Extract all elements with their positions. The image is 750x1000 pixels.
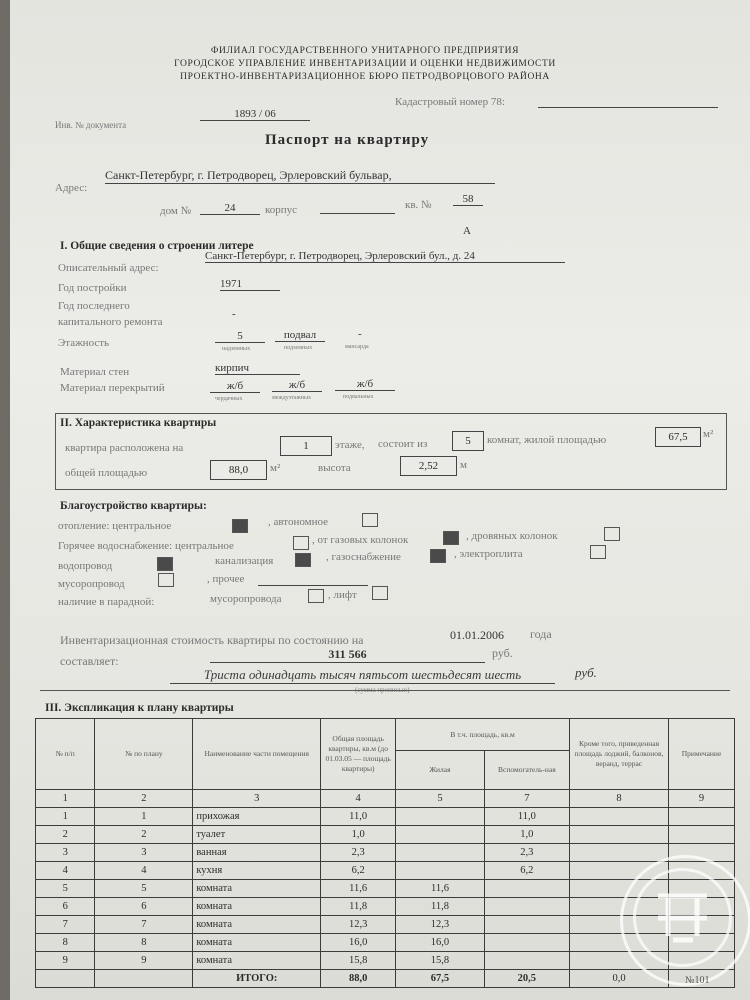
table-cell: 15,8 [396,952,485,970]
doc-number: 1893 / 06 [200,108,310,121]
total-extra: 0,0 [569,970,668,988]
section-divider [40,690,730,691]
slab-1-caption: чердачных [215,396,243,402]
valuation-year-word: года [530,627,552,641]
table-cell [396,862,485,880]
valuation-rub-2: руб. [575,665,597,680]
hot-water-central-checkbox [293,536,309,550]
total-label: ИТОГО: [193,970,321,988]
table-cell: ванная [193,844,321,862]
table-cell: 4 [36,862,95,880]
table-cell: 1,0 [321,826,396,844]
table-cell: 6 [95,898,193,916]
total-aux: 20,5 [484,970,569,988]
table-cell: 11,6 [321,880,396,898]
house-label: дом № [160,205,192,217]
colnum-cell: 3 [193,790,321,808]
sewer-checkbox [295,553,311,567]
org-line-3: ПРОЕКТНО-ИНВЕНТАРИЗАЦИОННОЕ БЮРО ПЕТРОДВОРЦОВОГО РАЙОНА [180,72,550,82]
table-cell: 2,3 [321,844,396,862]
floor-suffix: этаже, [335,439,365,451]
header-extra: Кроме того, приведенная площадь лоджий, балконов, веранд, террас [569,719,668,790]
desc-address-label: Описательный адрес: [58,262,159,274]
table-cell: 8 [36,934,95,952]
heating-autonomous-checkbox [362,513,378,527]
address-value: Санкт-Петербург, г. Петродворец, Эрлеровский бульвар, [105,168,495,184]
colnum-cell: 4 [321,790,396,808]
colnum-cell: 7 [484,790,569,808]
basement-value: подвал [275,329,325,342]
header-aux: Вспомогатель-ная [484,751,569,790]
table-cell [669,808,735,826]
section-3-title: III. Экспликация к плану квартиры [45,702,234,714]
table-cell: 11,0 [484,808,569,826]
header-plan-num: № по плану [95,719,193,790]
from-wood-label: , дровяных колонок [466,530,558,542]
stamp-seal-icon [620,855,750,986]
entrance-chute-label: мусоропровода [210,593,282,605]
table-row [36,826,735,844]
valuation-rub: руб. [492,646,513,660]
total-area-box: 88,0 [210,460,267,480]
sewer-label: канализация [215,555,274,567]
table-cell: 3 [36,844,95,862]
valuation-date: 01.01.2006 [450,628,504,642]
living-area-unit: м² [703,428,714,440]
table-cell: 1 [95,808,193,826]
gas-checkbox [430,549,446,563]
elevator-label: , лифт [328,589,357,601]
table-cell [484,898,569,916]
table-cell [484,880,569,898]
house-number: 24 [200,202,260,215]
total-living: 67,5 [396,970,485,988]
cadastral-value [538,95,718,108]
floors-extra: - [358,328,362,340]
colnum-cell: 1 [36,790,95,808]
table-cell: 4 [95,862,193,880]
height-box: 2,52 [400,456,457,476]
table-row [36,808,735,826]
org-line-2: ГОРОДСКОЕ УПРАВЛЕНИЕ ИНВЕНТАРИЗАЦИИ И ОЦЕНКИ НЕДВИЖИМОСТИ [174,59,556,69]
heating-label: отопление: центральное [58,520,172,532]
total-area-unit: м² [270,462,281,474]
water-label: водопровод [58,560,113,572]
table-cell [396,844,485,862]
org-header [145,45,585,84]
section-1-title: I. Общие сведения о строении литере [60,240,254,252]
slab-2-caption: междуэтажных [272,395,311,401]
cadastral-label: Кадастровый номер 78: [395,96,505,108]
colnum-cell: 2 [95,790,193,808]
document-sheet [10,0,750,1000]
litera: А [463,225,471,237]
floors-value: 5 [215,330,265,343]
table-cell: кухня [193,862,321,880]
table-cell [569,826,668,844]
colnum-cell: 8 [569,790,668,808]
consists-text: состоит из [378,438,428,450]
height-unit: м [460,459,467,471]
valuation-amount: 311 566 [210,647,485,663]
floors-caption-2: подземных [284,345,313,351]
other-label: , прочее [207,573,245,585]
table-cell: 16,0 [396,934,485,952]
elevator-checkbox [372,586,388,600]
header-note: Примечание [669,719,735,790]
entrance-label: наличие в парадной: [58,596,155,608]
floor-box: 1 [280,436,332,456]
table-cell: 1 [36,808,95,826]
section-2-title: II. Характеристика квартиры [60,417,217,429]
hot-water-wood-checkbox [604,527,620,541]
hot-water-gas-checkbox [443,531,459,545]
table-cell [396,826,485,844]
chute-label: мусоропровод [58,578,125,590]
autonomous-label: , автономное [268,516,329,528]
apt-number: 58 [453,193,483,206]
address-label: Адрес: [55,182,88,194]
amenities-title: Благоустройство квартиры: [60,500,207,512]
floors-caption-1: надземных [222,346,251,352]
table-cell: 5 [95,880,193,898]
chute-checkbox [158,573,174,587]
rooms-box: 5 [452,431,484,451]
table-cell: 6,2 [484,862,569,880]
slab-3-caption: подвальных [343,394,374,400]
stamp-emblem-icon [623,858,742,977]
table-cell: 2,3 [484,844,569,862]
table-cell: 2 [36,826,95,844]
table-cell: 5 [36,880,95,898]
desc-address: Санкт-Петербург, г. Петродворец, Эрлеровский бул., д. 24 [205,250,565,263]
floors-label: Этажность [58,337,110,349]
gas-label: , газоснабжение [326,551,401,563]
table-cell: 11,8 [396,898,485,916]
table-cell [484,952,569,970]
table-cell: 11,6 [396,880,485,898]
valuation-text: Инвентаризационная стоимость квартиры по состоянию на [60,633,364,647]
doc-number-label: Инв. № документа [55,120,127,130]
slab-1: ж/б [210,380,260,393]
table-cell: 7 [95,916,193,934]
valuation-text-2: составляет: [60,654,119,668]
table-cell: комната [193,952,321,970]
year-repair-label-1: Год последнего [58,300,130,312]
korpus-value [320,200,395,214]
living-area-box: 67,5 [655,427,701,447]
year-repair: - [232,308,236,320]
header-living: Жилая [396,751,485,790]
table-cell [484,934,569,952]
table-cell: туалет [193,826,321,844]
table-cell [396,808,485,826]
electric-checkbox [590,545,606,559]
valuation-caption: (сумма прописью) [355,686,410,694]
slab-2: ж/б [272,379,322,392]
total-area-label: общей площадью [65,467,148,479]
table-cell: комната [193,916,321,934]
floor-text: квартира расположена на [65,442,184,454]
table-cell: 7 [36,916,95,934]
slabs-label: Материал перекрытий [60,382,165,394]
table-cell: 15,8 [321,952,396,970]
table-cell [669,826,735,844]
rooms-suffix: комнат, жилой площадью [487,434,607,446]
header-num: № п/п [36,719,95,790]
header-name: Наименование части помещения [193,719,321,790]
table-cell: 11,8 [321,898,396,916]
year-repair-label-2: капитального ремонта [58,316,163,328]
other-line [258,573,368,586]
colnum-cell: 5 [396,790,485,808]
valuation-amount-words: Триста одинадцать тысяч пятьсот шестьдесят шесть [170,667,555,684]
entrance-chute-checkbox [308,589,324,603]
walls-label: Материал стен [60,366,130,378]
table-cell: 3 [95,844,193,862]
apt-label: кв. № [405,199,432,211]
korpus-label: корпус [265,204,298,216]
header-incl: В т.ч. площадь, кв.м [396,719,570,751]
corner-text: №101 [685,975,710,986]
table-colnum-row [36,790,735,808]
year-built-label: Год постройки [58,282,127,294]
page-title: Паспорт на квартиру [265,132,430,148]
heating-central-checkbox [232,519,248,533]
walls-value: кирпич [215,362,300,375]
table-cell: комната [193,898,321,916]
table-cell: 9 [36,952,95,970]
table-cell: 12,3 [396,916,485,934]
table-cell [484,916,569,934]
year-built: 1971 [220,278,280,291]
table-cell: 9 [95,952,193,970]
table-cell [569,808,668,826]
table-cell: комната [193,880,321,898]
table-cell: комната [193,934,321,952]
table-cell: 1,0 [484,826,569,844]
header-total: Общая площадь квартиры, кв.м (до 01.03.05 — площадь квартиры) [321,719,396,790]
table-cell: прихожая [193,808,321,826]
electric-label: , электроплита [454,548,523,560]
hot-water-label: Горячее водоснабжение: центральное [58,540,234,552]
table-cell: 12,3 [321,916,396,934]
table-cell: 6,2 [321,862,396,880]
colnum-cell: 9 [669,790,735,808]
height-label: высота [318,462,351,474]
table-cell: 6 [36,898,95,916]
table-cell: 11,0 [321,808,396,826]
slab-3: ж/б [335,378,395,391]
table-header-row [36,719,735,751]
floors-caption-3: мансарда [345,344,369,350]
org-line-1: ФИЛИАЛ ГОСУДАРСТВЕННОГО УНИТАРНОГО ПРЕДПРИЯТИЯ [210,46,520,56]
table-cell: 2 [95,826,193,844]
from-gas-label: , от газовых колонок [312,534,409,546]
table-cell: 16,0 [321,934,396,952]
total-total: 88,0 [321,970,396,988]
water-checkbox [157,557,173,571]
table-cell: 8 [95,934,193,952]
